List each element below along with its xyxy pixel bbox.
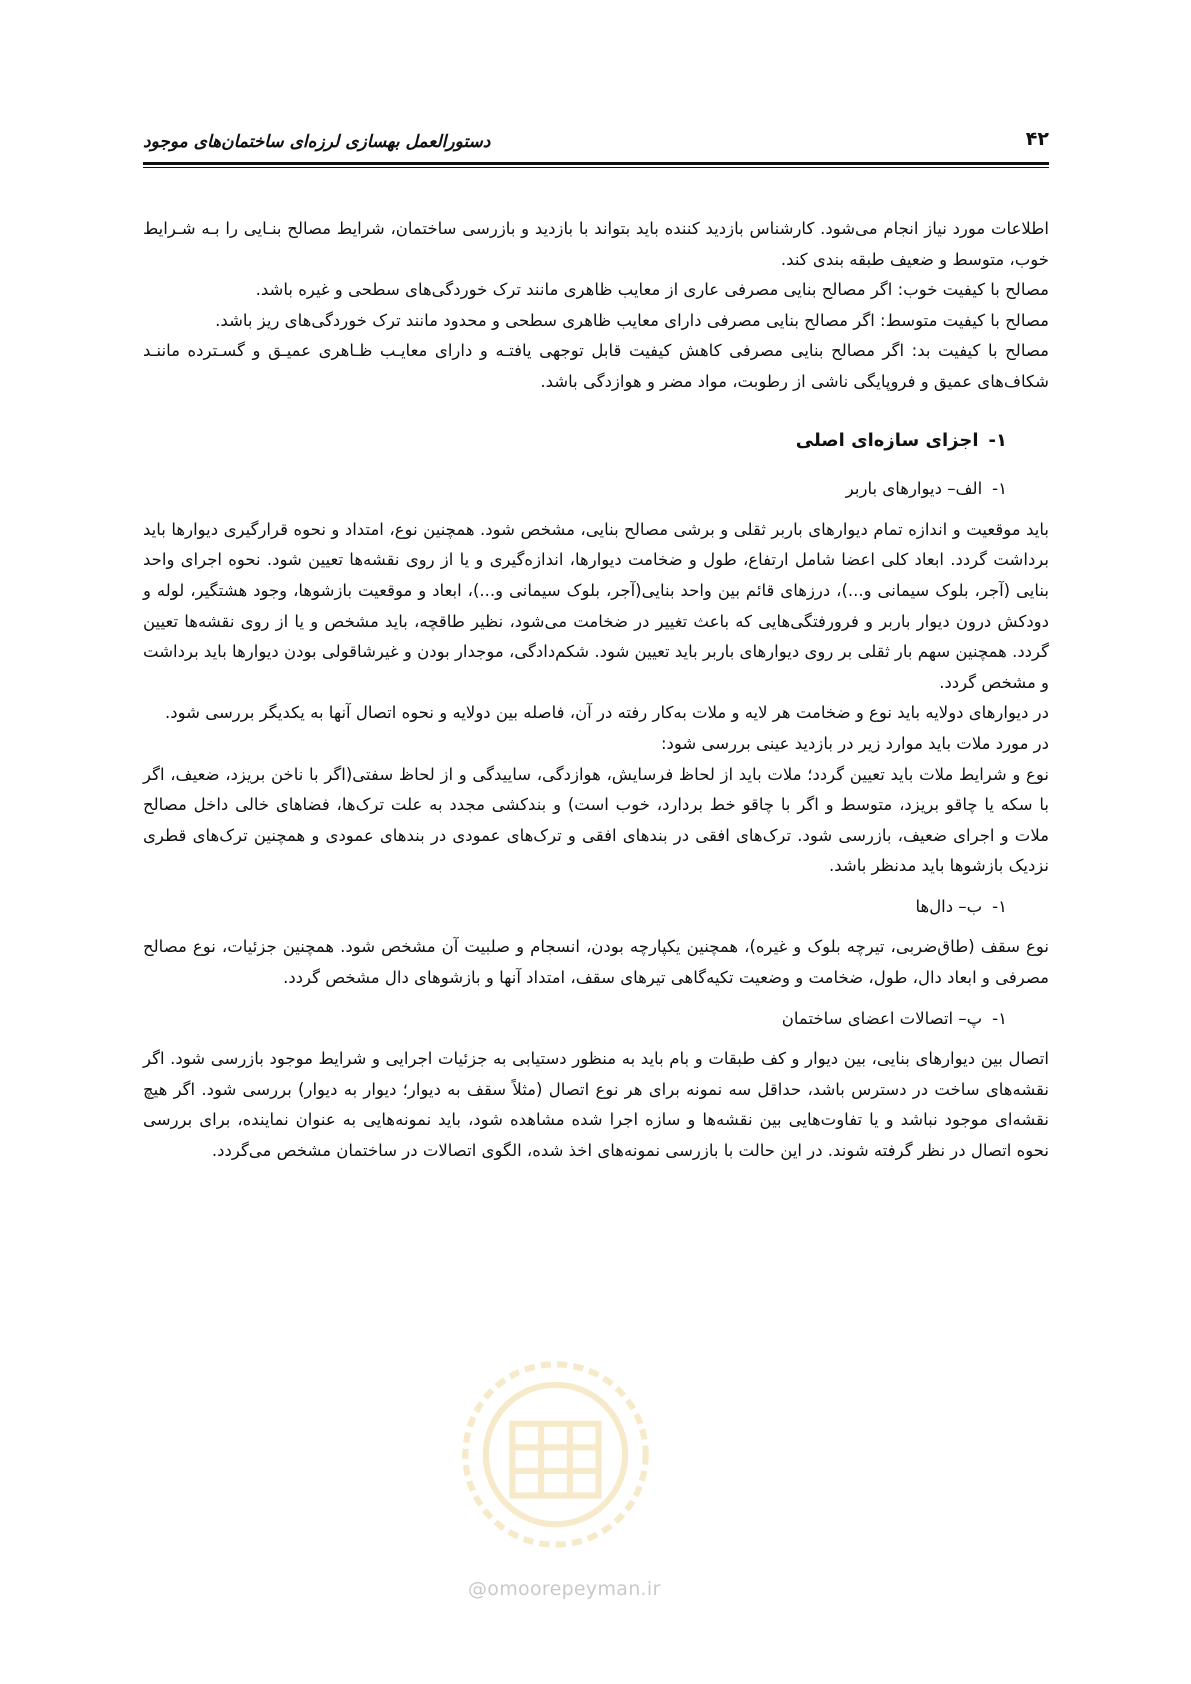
- running-title: دستورالعمل بهسازی لرزه‌ای ساختمان‌های موجود: [143, 132, 491, 152]
- body-paragraph: نوع و شرایط ملات باید تعیین گردد؛ ملات باید از لحاظ فرسایش، هوازدگی، ساییدگی و از لحاظ سفتی(اگر با ناخن بریزد، ضعیف، اگر با سکه یا چاقو بریزد، متوسط و اگر با چاقو خط بردارد، خوب است) و بندکشی مجدد به علت ترک‌ها، فضاهای خالی داخل مصالح ملات و اجرای ضعیف، بازرسی شود. ترک‌های افقی در بندهای افقی و ترک‌های عمودی در بندهای عمودی و همچنین ترک‌های قطری نزدیک بازشوها باید مدنظر باشد.: [143, 764, 1049, 876]
- page-number: ۴۲: [1025, 128, 1049, 150]
- watermark-logo-icon: [453, 1352, 658, 1557]
- quality-bad-paragraph: مصالح با کیفیت بد: اگر مصالح بنایی مصرفی کاهش کیفیت قابل توجهی یافتـه و دارای معایـب ظـاهری عمیـق و گسـترده ماننـد شکاف‌های عمیق و فروپایگی ناشی از رطوبت، مواد مضر و هوازدگی باشد.: [143, 341, 1049, 391]
- body-paragraph: در دیوارهای دولایه باید نوع و ضخامت هر لایه و ملات به‌کار رفته در آن، فاصله بین دولایه و نحوه اتصال آنها به یکدیگر بررسی شود.: [165, 703, 1049, 723]
- page-body: [143, 214, 1049, 1167]
- section-number: ۱-: [988, 429, 1007, 451]
- page-header: [143, 122, 1049, 168]
- subsection-number: ۱-: [992, 896, 1007, 916]
- quality-medium-paragraph: مصالح با کیفیت متوسط: اگر مصالح بنایی مصرفی دارای معایب ظاهری سطحی و محدود مانند ترک خوردگی‌های ریز باشد.: [215, 310, 1049, 330]
- header-rule-thin: [143, 167, 1049, 168]
- subsection-heading-a: [143, 474, 1007, 505]
- header-rule-thick: [143, 162, 1049, 165]
- intro-paragraph: اطلاعات مورد نیاز انجام می‌شود. کارشناس بازدید کننده باید بتواند با بازدید و بازرسی ساختمان، شرایط مصالح بنـایی را بـه شـرایط خوب، متوسط و ضعیف طبقه بندی کند.: [143, 219, 1049, 269]
- section-title: اجزای سازه‌ای اصلی: [795, 429, 979, 451]
- subsection-number: ۱-: [992, 1008, 1007, 1028]
- subsection-heading-p: [143, 1004, 1007, 1035]
- subsection-heading-b: [143, 892, 1007, 923]
- subsection-title: الف– دیوارهای باربر: [845, 479, 983, 499]
- body-paragraph: در مورد ملات باید موارد زیر در بازدید عینی بررسی شود:: [660, 733, 1049, 753]
- section-heading: [143, 426, 1007, 457]
- watermark-url: @omoorepeyman.ir: [468, 1578, 661, 1600]
- body-paragraph: نوع سقف (طاق‌ضربی، تیرچه بلوک و غیره)، همچنین یکپارچه بودن، انسجام و صلبیت آن مشخص شود. همچنین جزئیات، نوع مصالح مصرفی و ابعاد دال، طول، ضخامت و وضعیت تکیه‌گاهی تیرهای سقف، امتداد آنها و بازشوهای دال مشخص گردد.: [143, 937, 1049, 988]
- subsection-title: پ– اتصالات اعضای ساختمان: [781, 1008, 983, 1028]
- quality-good-paragraph: مصالح با کیفیت خوب: اگر مصالح بنایی مصرفی عاری از معایب ظاهری مانند ترک خوردگی‌های سطحی و غیره باشد.: [255, 280, 1049, 300]
- body-paragraph: اتصال بین دیوارهای بنایی، بین دیوار و کف طبقات و بام باید به منظور دستیابی به جزئیات اجرایی و شرایط موجود بازرسی شود. اگر نقشه‌های ساخت در دسترس باشد، حداقل سه نمونه برای هر نوع اتصال (مثلاً سقف به دیوار؛ دیوار به دیوار) بررسی شود. اگر هیچ نقشه‌ای موجود نباشد و یا تفاوت‌هایی بین نقشه‌ها و سازه اجرا شده مشاهده شود، باید نمونه‌هایی به عنوان نماینده، برای بررسی نحوه اتصال در نظر گرفته شوند. در این حالت با بازرسی نمونه‌های اخذ شده، الگوی اتصالات در ساختمان مشخص می‌گردد.: [143, 1049, 1049, 1161]
- subsection-number: ۱-: [992, 479, 1007, 499]
- subsection-title: ب– دال‌ها: [915, 896, 983, 916]
- body-paragraph: باید موقعیت و اندازه تمام دیوارهای باربر ثقلی و برشی مصالح بنایی، مشخص شود. همچنین نوع، امتداد و نحوه قرارگیری دیوارها باید برداشت گردد. ابعاد کلی اعضا شامل ارتفاع، طول و ضخامت دیوارها، اندازه‌گیری و یا از روی نقشه‌ها تعیین شود. نحوه اجرای واحد بنایی (آجر، بلوک سیمانی و...)، درزهای قائم بین واحد بنایی(آجر، بلوک سیمانی و...)، ابعاد و موقعیت بازشوها، وجود هشتگیر، لوله و دودکش درون دیوار باربر و فرورفتگی‌هایی که باعث تغییر در ضخامت می‌شود، نظیر طاقچه، باید مشخص و یا از روی نقشه‌ها تعیین گردد. همچنین سهم بار ثقلی بر روی دیوارهای باربر باید تعیین شود. شکم‌دادگی، موجدار بودن و غیرشاقولی بودن دیوارها باید برداشت و مشخص گردد.: [143, 519, 1049, 692]
